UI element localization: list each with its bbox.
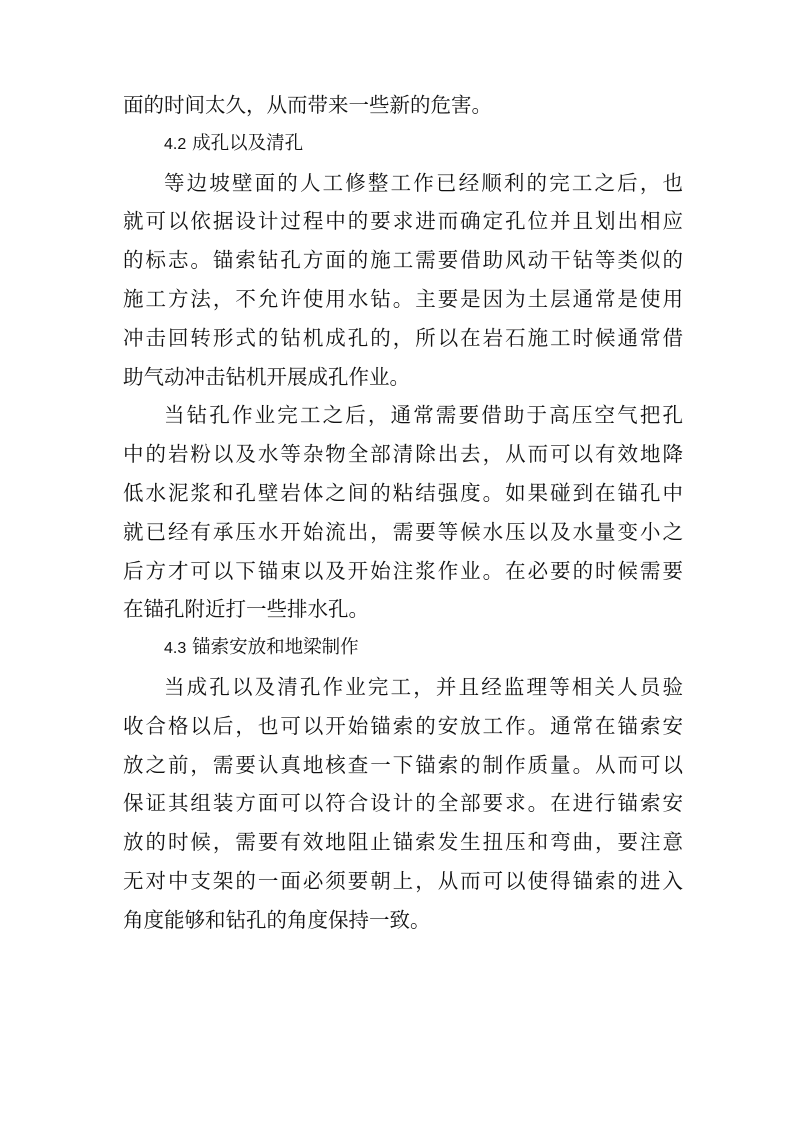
- paragraph-continuation: 面的时间太久，从而带来一些新的危害。: [123, 93, 492, 117]
- section-title: 成孔以及清孔: [192, 132, 304, 154]
- paragraph-line: 角度能够和钻孔的角度保持一致。: [123, 907, 431, 932]
- paragraph-line: 放之前，需要认真地核查一下锚索的制作质量。从而可以: [123, 752, 683, 777]
- paragraph-line: 冲击回转形式的钻机成孔的，所以在岩石施工时候通常借: [123, 325, 683, 350]
- paragraph-line: 等边坡壁面的人工修整工作已经顺利的完工之后，也: [164, 170, 683, 195]
- paragraph-anchor-placement: [123, 668, 683, 940]
- section-heading-4-2: [123, 125, 683, 164]
- paragraph-line: 当钻孔作业完工之后，通常需要借助于高压空气把孔: [164, 403, 683, 428]
- paragraph-line: 低水泥浆和孔壁岩体之间的粘结强度。如果碰到在锚孔中: [123, 480, 683, 505]
- paragraph-hole-cleaning: [123, 396, 683, 629]
- document-page: [123, 86, 683, 940]
- paragraph-line: 收合格以后，也可以开始锚索的安放工作。通常在锚索安: [123, 713, 683, 738]
- section-title: 锚索安放和地梁制作: [192, 637, 359, 659]
- section-number: 4.2: [164, 135, 187, 153]
- section-heading-4-3: [123, 629, 683, 668]
- paragraph-line: 的标志。锚索钻孔方面的施工需要借助风动干钻等类似的: [123, 248, 683, 273]
- paragraph-line: 中的岩粉以及水等杂物全部清除出去，从而可以有效地降: [123, 442, 683, 467]
- paragraph-line: 后方才可以下锚束以及开始注浆作业。在必要的时候需要: [123, 558, 683, 583]
- section-number: 4.3: [164, 640, 187, 658]
- paragraph-line: 保证其组装方面可以符合设计的全部要求。在进行锚索安: [123, 791, 683, 816]
- paragraph-drilling: [123, 164, 683, 397]
- paragraph-line: 在锚孔附近打一些排水孔。: [123, 597, 369, 622]
- paragraph-line: 就已经有承压水开始流出，需要等候水压以及水量变小之: [123, 519, 683, 544]
- paragraph-line: 就可以依据设计过程中的要求进而确定孔位并且划出相应: [123, 209, 683, 234]
- paragraph-line: 助气动冲击钻机开展成孔作业。: [123, 364, 410, 389]
- paragraph-line: 放的时候，需要有效地阻止锚索发生扭压和弯曲，要注意: [123, 830, 683, 855]
- paragraph-line: 当成孔以及清孔作业完工，并且经监理等相关人员验: [164, 674, 683, 699]
- paragraph-line: 无对中支架的一面必须要朝上，从而可以使得锚索的进入: [123, 868, 683, 893]
- paragraph-line: 施工方法，不允许使用水钻。主要是因为土层通常是使用: [123, 286, 683, 311]
